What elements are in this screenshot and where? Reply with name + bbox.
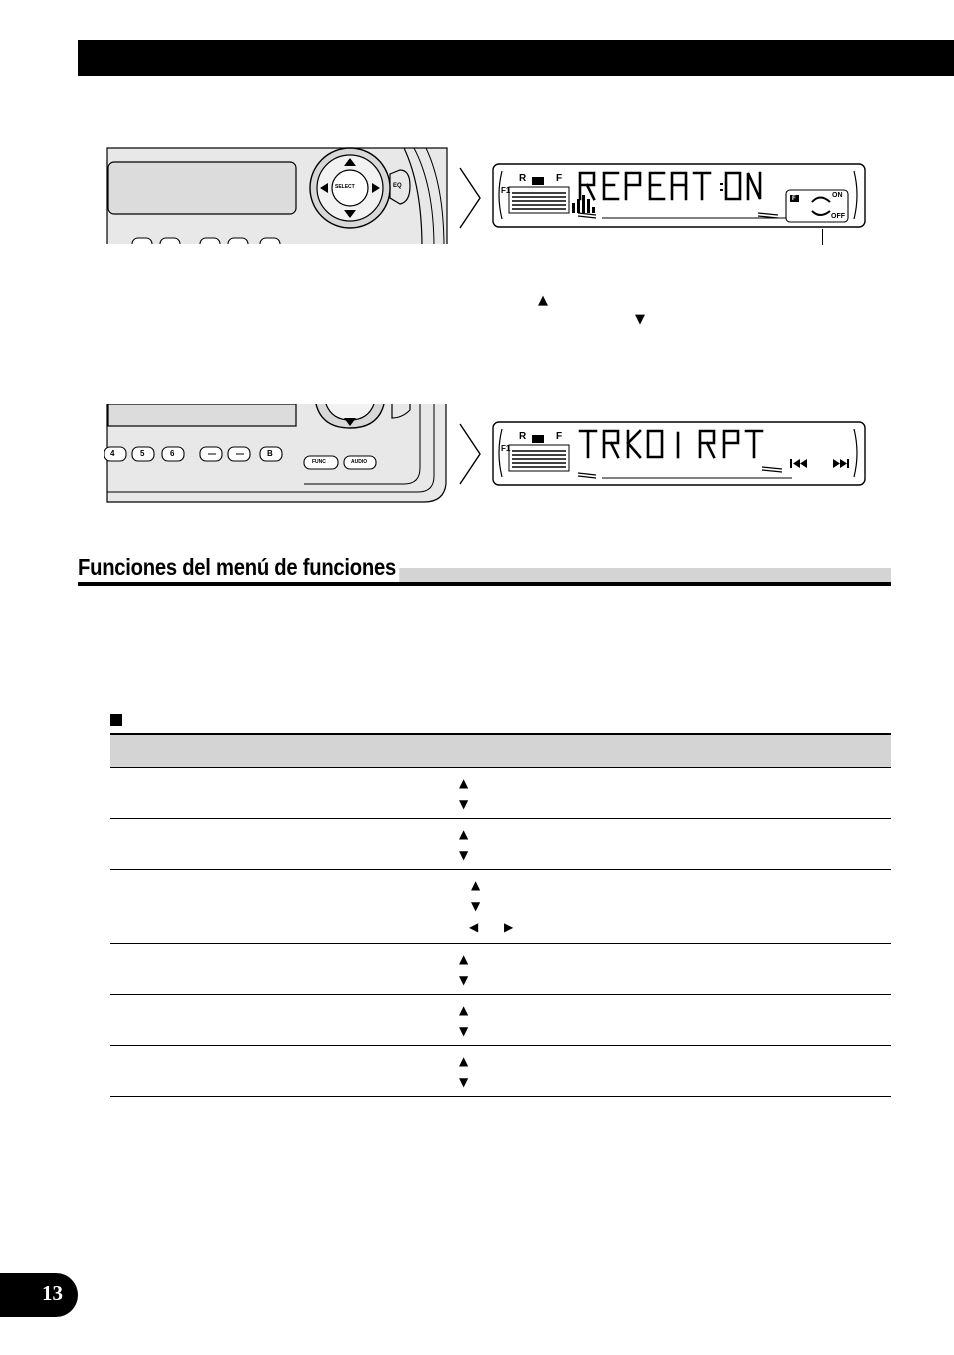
up-triangle-icon: ▲ [459, 1054, 469, 1068]
lcd-display-bottom [492, 421, 868, 487]
pointer-chevron-top [458, 166, 484, 230]
lcd-indicator-f-bottom: F [556, 431, 563, 442]
table-row [110, 944, 891, 995]
key-b-label: B [267, 449, 273, 458]
eq-label: EQ [393, 183, 402, 189]
head-unit-illustration-top [104, 146, 454, 248]
down-triangle-icon: ▼ [459, 973, 469, 987]
callout-line [822, 229, 823, 245]
audio-label: AUDIO [351, 459, 368, 465]
table-row [110, 870, 891, 944]
select-label: SELECT [335, 184, 355, 190]
header-bar [78, 40, 954, 76]
lcd-switch-badge: F [792, 196, 796, 202]
page-number: 13 [42, 1281, 63, 1305]
lcd-indicator-r-top: R [519, 173, 527, 184]
table-row [110, 995, 891, 1046]
up-triangle-icon: ▲ [459, 776, 469, 790]
lcd-switch-on-label: ON [832, 192, 843, 199]
up-triangle-icon: ▲ [459, 827, 469, 841]
key-6-label: 6 [170, 449, 175, 458]
key-4-label: 4 [110, 449, 115, 458]
down-triangle-icon: ▼ [471, 899, 481, 913]
down-triangle-icon: ▼ [459, 797, 469, 811]
section-title: Funciones del menú de funciones [78, 552, 399, 582]
table-row [110, 768, 891, 819]
square-bullet-icon [110, 714, 122, 726]
up-triangle-icon: ▲ [459, 952, 469, 966]
table-row [110, 819, 891, 870]
section-heading [78, 552, 891, 588]
left-triangle-icon: ◀ [469, 920, 479, 934]
lcd-display-top [492, 163, 868, 229]
table-row [110, 1046, 891, 1097]
down-triangle-icon: ▼ [635, 312, 645, 327]
head-unit-illustration-bottom [104, 404, 454, 506]
lcd-indicator-f1-bottom: F1 [501, 444, 511, 453]
down-triangle-icon: ▼ [459, 1075, 469, 1089]
pointer-chevron-bottom [458, 422, 484, 486]
down-triangle-icon: ▼ [459, 1024, 469, 1038]
key-5-label: 5 [140, 449, 145, 458]
down-triangle-icon: ▼ [459, 848, 469, 862]
right-triangle-icon: ▶ [504, 920, 514, 934]
table-header-row [110, 734, 891, 768]
lcd-indicator-f1-top: F1 [501, 186, 511, 195]
lcd-switch-off-label: OFF [831, 213, 845, 220]
up-triangle-icon: ▲ [459, 1003, 469, 1017]
lcd-indicator-f-top: F [556, 173, 563, 184]
lcd-indicator-r-bottom: R [519, 431, 527, 442]
func-label: FUNC [312, 459, 326, 465]
up-triangle-icon: ▲ [538, 293, 548, 308]
function-menu-table [110, 733, 891, 1097]
up-triangle-icon: ▲ [471, 878, 481, 892]
section-heading-rule [78, 582, 891, 586]
page-number-tab [0, 1273, 78, 1317]
